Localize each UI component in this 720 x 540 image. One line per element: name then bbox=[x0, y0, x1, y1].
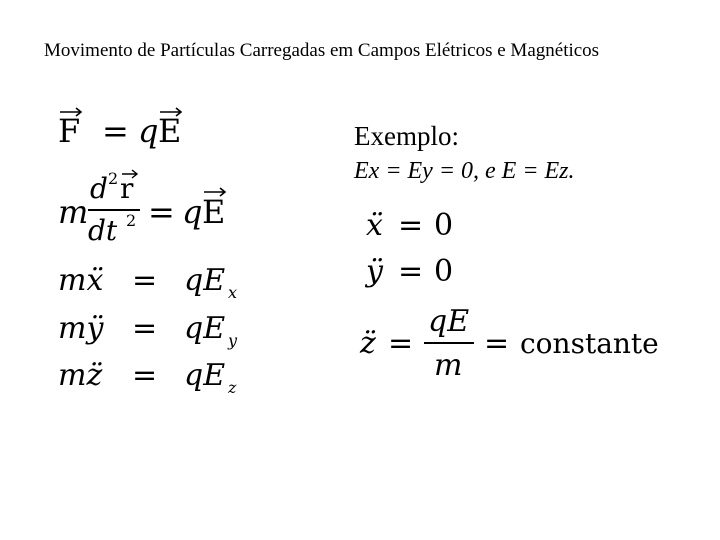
example-equations bbox=[358, 195, 688, 395]
ex-z-num: qE bbox=[428, 304, 470, 339]
ex-z-den: m bbox=[434, 348, 463, 383]
eq2-num-vec: r bbox=[120, 172, 134, 205]
ex-x-equals: = bbox=[398, 208, 424, 243]
eq3-rhs: qE bbox=[184, 263, 226, 298]
eq5-sub: z bbox=[228, 378, 237, 397]
eq2-num-exp: 2 bbox=[108, 169, 119, 188]
eq2-den-exp: 2 bbox=[126, 211, 137, 230]
ex-y-equals: = bbox=[398, 254, 424, 289]
ex-x-rhs: 0 bbox=[434, 208, 454, 243]
ex-z-equals: = bbox=[388, 326, 414, 361]
equation-force bbox=[58, 108, 181, 150]
eq1-equals: = bbox=[102, 112, 129, 150]
eq2-q: q bbox=[182, 193, 203, 231]
eq2-vec: E bbox=[202, 193, 226, 231]
equation-z bbox=[58, 358, 237, 397]
ex-y-rhs: 0 bbox=[434, 254, 454, 289]
ex-y-lhs: ÿ bbox=[366, 254, 383, 289]
ex-z-lhs: z̈ bbox=[360, 326, 376, 361]
example-eq-y bbox=[364, 254, 453, 289]
equation-x bbox=[58, 263, 237, 302]
ex-x-lhs: ẍ bbox=[366, 208, 383, 243]
eq4-sub: y bbox=[228, 331, 238, 350]
example-eq-z bbox=[359, 304, 659, 383]
eq5-rhs: qE bbox=[184, 358, 226, 393]
ex-z-rhs: constante bbox=[520, 327, 659, 360]
eq3-equals: = bbox=[132, 263, 158, 298]
eq2-den: dt bbox=[88, 214, 118, 247]
ex-z-equals2: = bbox=[484, 326, 510, 361]
example-label: Exemplo: bbox=[354, 121, 459, 151]
eq1-q: q bbox=[138, 112, 159, 150]
eq4-equals: = bbox=[132, 311, 158, 346]
example-eq-x bbox=[366, 208, 453, 243]
eq1-vec: E bbox=[158, 112, 182, 150]
eq1-lhs: F bbox=[58, 112, 81, 150]
eq5-lhs: mz̈ bbox=[58, 358, 103, 393]
eq4-lhs: mÿ bbox=[58, 311, 104, 346]
equation-newton bbox=[58, 169, 225, 247]
equation-y bbox=[58, 311, 238, 350]
eq2-equals: = bbox=[148, 193, 175, 231]
eq2-num: d bbox=[90, 172, 108, 205]
eq2-m: m bbox=[58, 193, 89, 231]
example-condition: Ex = Ey = 0, e E = Ez. bbox=[354, 158, 575, 184]
eq3-sub: x bbox=[228, 283, 238, 302]
eq5-equals: = bbox=[132, 358, 158, 393]
eq4-rhs: qE bbox=[184, 311, 226, 346]
slide-title: Movimento de Partículas Carregadas em Campos Elétricos e Magnéticos bbox=[44, 40, 600, 61]
left-equations bbox=[50, 100, 350, 400]
eq3-lhs: mẍ bbox=[58, 263, 104, 298]
